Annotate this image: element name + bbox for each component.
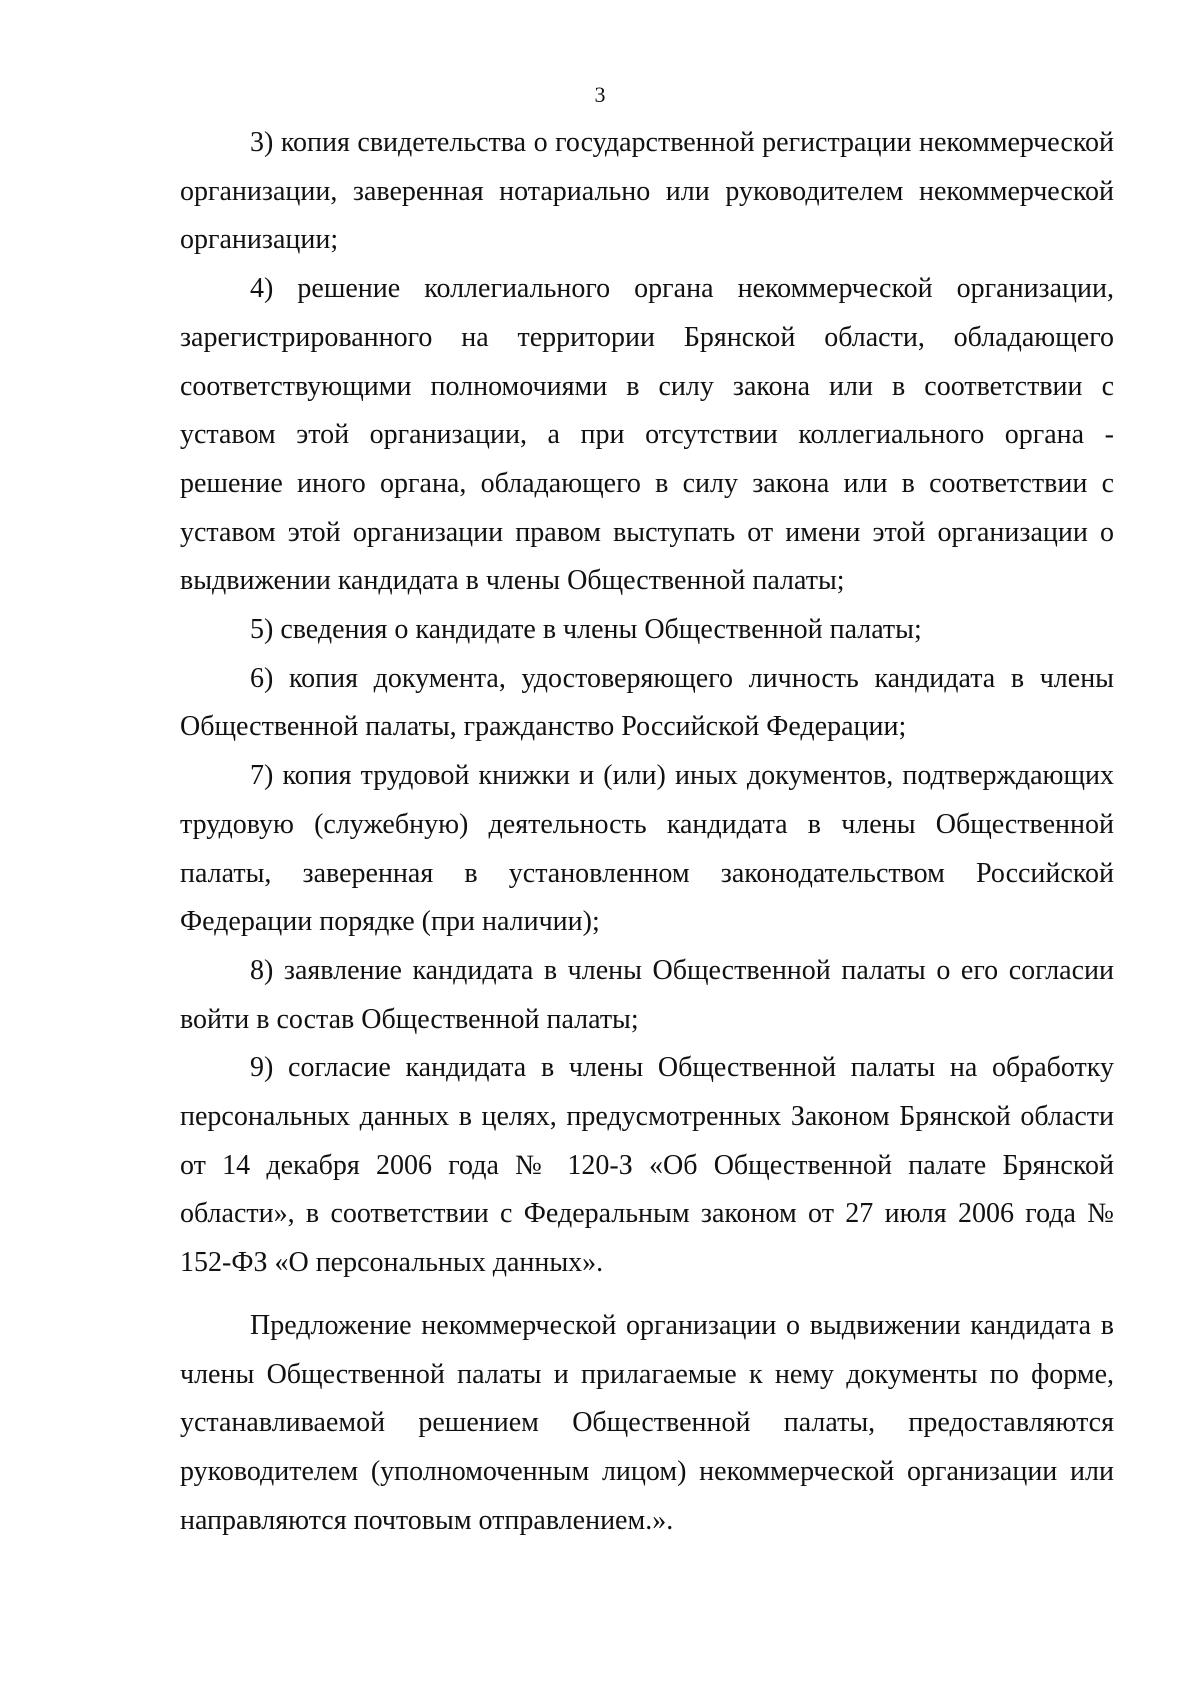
paragraph-item-9: 9) согласие кандидата в члены Общественной палаты на обработку персональных данных в целях, предусмотренных Законом Брянской области от 14 декабря 2006 года № 120-З «Об Общественной палате Брянской области», в соответствии с Федеральным законом от 27 июля 2006 года № 152-ФЗ «О персональных данных». xyxy=(180,1052,1114,1279)
document-body xyxy=(180,119,1114,1545)
paragraph-item-8: 8) заявление кандидата в члены Общественной палаты о его согласии войти в состав Общественной палаты; xyxy=(180,954,1114,1035)
paragraph-item-5: 5) сведения о кандидате в члены Общественной палаты; xyxy=(250,614,922,646)
paragraph-item-4: 4) решение коллегиального органа некоммерческой организации, зарегистрированного на территории Брянской области, обладающего соответствующими полномочиями в силу закона или в соответствии с уставом этой организации, а при отсутствии коллегиального органа - решение иного органа, обладающего в силу закона или в соответствии с уставом этой организации правом выступать от имени этой организации о выдвижении кандидата в члены Общественной палаты; xyxy=(180,273,1114,597)
page-number: 3 xyxy=(594,82,606,107)
closing-paragraph: Предложение некоммерческой организации о выдвижении кандидата в члены Общественной палаты и прилагаемые к нему документы по форме, устанавливаемой решением Общественной палаты, предоставляются руководителем (уполномоченным лицом) некоммерческой организации или направляются почтовым отправлением.». xyxy=(180,1309,1114,1536)
paragraph-item-7: 7) копия трудовой книжки и (или) иных документов, подтверждающих трудовую (служебную) деятельность кандидата в члены Общественной палаты, заверенная в установленном законодательством Российской Федерации порядке (при наличии); xyxy=(180,760,1114,938)
paragraph-item-3: 3) копия свидетельства о государственной регистрации некоммерческой организации, заверенная нотариально или руководителем некоммерческой организации; xyxy=(180,127,1114,256)
paragraph-item-6: 6) копия документа, удостоверяющего личность кандидата в члены Общественной палаты, гражданство Российской Федерации; xyxy=(180,662,1114,743)
